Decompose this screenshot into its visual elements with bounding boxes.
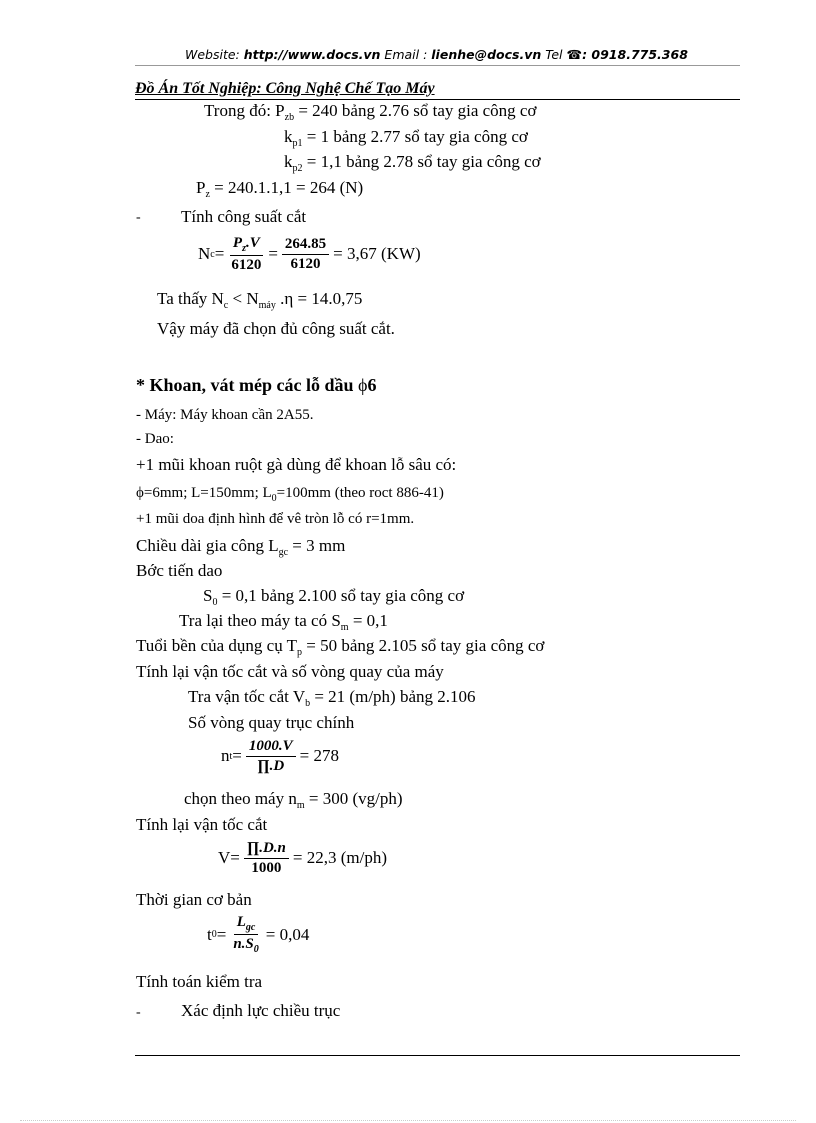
tel-label: Tel: [541, 47, 567, 62]
line-kp1: $k_{p1} = 1$ bảng 2.77 sổ tay gia công cơ: [284, 127, 528, 149]
line-compare: Ta thấy $N_c < N_{máy}$ .η = 14.0,75: [157, 289, 363, 311]
tel-value: : 0918.775.368: [582, 47, 688, 62]
fraction-pzv: $\frac{P_z.V}{6120}$: [231, 235, 262, 273]
line-feed-heading: Bớc tiến dao: [136, 561, 223, 580]
line-drill-bit: +1 mũi khoan ruột gà dùng để khoan lỗ sâu có:: [136, 455, 457, 474]
line-base-time: Thời gian cơ bản: [136, 890, 252, 909]
fraction-v: $\frac{\prod.D.n}{1000}$: [244, 840, 289, 876]
email-value[interactable]: lienhe@docs.vn: [431, 47, 542, 62]
email-label: Email :: [380, 47, 432, 62]
line-vb: Tra vận tốc cắt $V_b = 21$ (m/ph) bảng 2.106: [188, 687, 476, 709]
formula-nc: N c = $\frac{P_z.V}{6120}$ = $\frac{264.85}{6120}$ = 3,67 (KW): [198, 235, 421, 273]
line-s0: $S_0 = 0,1$ bảng 2.100 sổ tay gia công cơ: [203, 586, 465, 608]
line-machine: - Máy: Máy khoan cần 2A55.: [136, 407, 314, 423]
header-divider: [135, 65, 740, 66]
line-conclusion: Vậy máy đã chọn đủ công suất cắt.: [157, 319, 395, 338]
line-recalc-heading: Tính lại vận tốc cắt và số vòng quay của máy: [136, 662, 444, 681]
line-sm: Tra lại theo máy ta có $S_m = 0,1$: [179, 611, 388, 633]
line-axial-force: Xác định lực chiều trục: [181, 1001, 341, 1020]
line-pz: $P_z = 240.1.1,1 = 264$ (N): [196, 178, 364, 200]
fraction-nt: $\frac{1000.V}{\prod.D}$: [246, 738, 296, 774]
line-reamer: +1 mũi doa định hình để vê tròn lỗ có r=1mm.: [136, 511, 415, 527]
page-bottom-dotted: [20, 1120, 796, 1121]
section-heading-drilling: * Khoan, vát mép các lỗ dầu ϕ6: [136, 375, 377, 395]
website-url[interactable]: http://www.docs.vn: [243, 47, 381, 62]
fraction-264: $\frac{264.85}{6120}$: [282, 236, 329, 272]
formula-nt: n t = $\frac{1000.V}{\prod.D}$ = 278: [221, 738, 339, 774]
website-label: Website:: [185, 47, 244, 62]
line-recalc-speed: Tính lại vận tốc cắt: [136, 815, 268, 834]
bullet-dash: -: [136, 210, 141, 225]
formula-t0: t 0 = $\frac{L_{gc}}{n.S_0}$ = 0,04: [207, 914, 310, 955]
line-spindle: Số vòng quay trục chính: [188, 713, 355, 732]
line-kp2: $k_{p2} = 1,1$ bảng 2.78 sổ tay gia công cơ: [284, 152, 541, 174]
line-nm: chọn theo máy $n_m = 300$ (vg/ph): [184, 789, 403, 811]
line-drill-dims: ϕ=6mm; L=150mm; $L_0=100mm$ (theo roct 886-41): [136, 485, 444, 504]
line-length: Chiều dài gia công $L_{gc} = 3$ mm: [136, 536, 346, 558]
document-title: Đồ Án Tốt Nghiệp: Công Nghệ Chế Tạo Máy: [135, 80, 435, 97]
line-power-heading: Tính công suất cắt: [181, 207, 307, 226]
line-tool: - Dao:: [136, 431, 174, 447]
title-underline: [135, 99, 740, 100]
formula-v: V = $\frac{\prod.D.n}{1000}$ = 22,3 (m/ph): [218, 840, 388, 876]
line-check-heading: Tính toán kiểm tra: [136, 972, 263, 991]
header-website-line: [185, 47, 688, 62]
line-pzb: Trong đó: $P_{zb} = 240$ bảng 2.76 sổ tay gia công cơ: [204, 101, 537, 123]
phone-icon: ☎: [566, 47, 583, 62]
footer-divider: [135, 1055, 740, 1056]
bullet-dash-2: -: [136, 1005, 141, 1020]
fraction-t0: $\frac{L_{gc}}{n.S_0}$: [233, 914, 259, 955]
line-tool-life: Tuổi bền của dụng cụ $T_p = 50$ bảng 2.105 sổ tay gia công cơ: [136, 636, 545, 658]
